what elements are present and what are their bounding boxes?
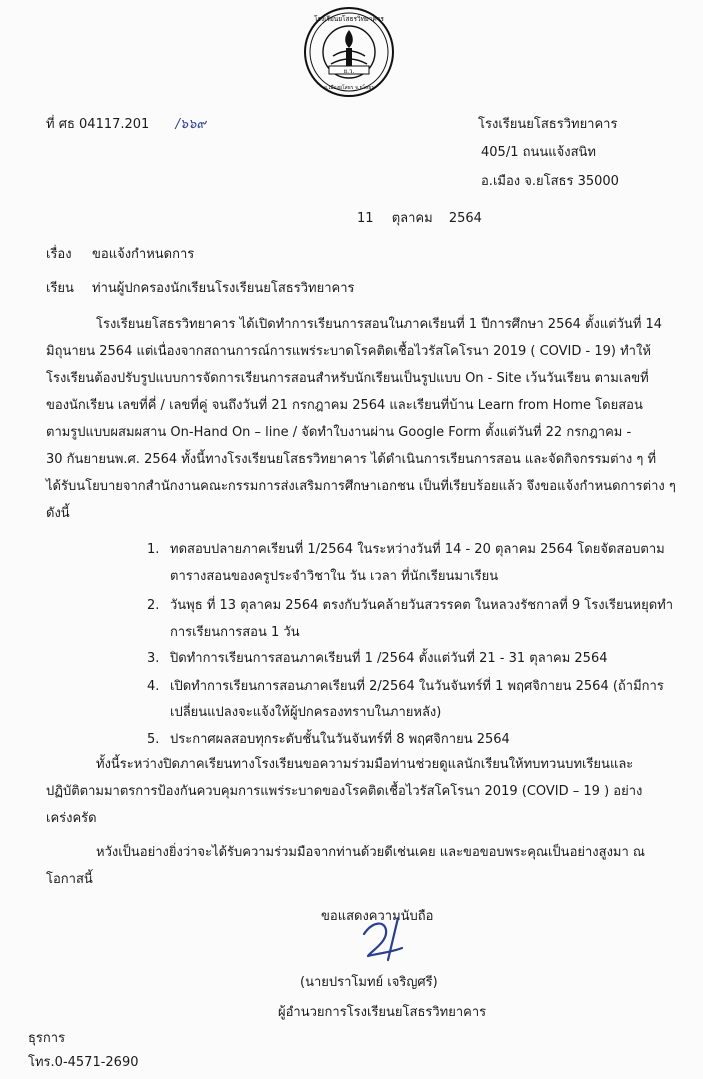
list-item-text: การเรียนการสอน 1 วัน (170, 625, 300, 640)
address-line-2: อ.เมือง จ.ยโสธร 35000 (481, 174, 619, 189)
list-item-number: 2. (147, 598, 160, 613)
salutation-text: ท่านผู้ปกครองนักเรียนโรงเรียนยโสธรวิทยาคาร (92, 281, 355, 296)
date-year: 2564 (448, 211, 482, 226)
address-line-1: 405/1 ถนนแจ้งสนิท (481, 145, 596, 160)
reference-label: ที่ ศธ 04117.201 (46, 117, 150, 132)
footer-phone: โทร.0-4571-2690 (28, 1055, 139, 1070)
list-item-text: วันพุธ ที่ 13 ตุลาคม 2564 ตรงกับวันคล้ายวันสวรรคต ในหลวงรัชกาลที่ 9 โรงเรียนหยุดทำ (170, 598, 674, 613)
seal-base-text: อ.เมืองยโสธร จ.ยโสธร (324, 85, 374, 91)
subject-label: เรื่อง (46, 247, 72, 262)
signer-name: (นายปราโมทย์ เจริญศรี) (300, 975, 438, 990)
footer-department: ธุรการ (28, 1031, 66, 1046)
list-item-text: ปิดทำการเรียนการสอนภาคเรียนที่ 1 /2564 ตั้งแต่วันที่ 21 - 31 ตุลาคม 2564 (170, 651, 608, 666)
list-item-text: ตารางสอนของครูประจำวิชาใน วัน เวลา ที่นักเรียนมาเรียน (170, 569, 499, 584)
list-item-text: ทดสอบปลายภาคเรียนที่ 1/2564 ในระหว่างวันที่ 14 - 20 ตุลาคม 2564 โดยจัดสอบตาม (170, 542, 665, 557)
school-seal-emblem (303, 6, 395, 98)
closing-line: เคร่งครัด (46, 811, 97, 826)
date-month: ตุลาคม (391, 211, 433, 226)
subject-line (46, 247, 195, 262)
hope-line: โอกาสนี้ (46, 872, 93, 887)
body-line: ของนักเรียน เลขที่คี่ / เลขที่คู่ จนถึงวันที่ 21 กรกฎาคม 2564 และเรียนที่บ้าน Learn from Home โดยสอน (46, 398, 643, 413)
list-item-number: 3. (147, 651, 160, 666)
date-day: 11 (357, 211, 374, 226)
reference-suffix: /๖๖๙ (175, 117, 206, 132)
body-line: โรงเรียนต้องปรับรูปแบบการจัดการเรียนการสอนสำหรับนักเรียนเป็นรูปแบบ On - Site เว้นวันเรียน ตามเลขที่ (46, 371, 649, 386)
list-item-number: 1. (147, 542, 160, 557)
seal-initials: ย.ว. (343, 68, 355, 75)
salutation-label: เรียน (46, 281, 74, 296)
closing-line: ทั้งนี้ระหว่างปิดภาคเรียนทางโรงเรียนขอความร่วมมือท่านช่วยดูแลนักเรียนให้ทบทวนบทเรียนและ (96, 757, 634, 772)
body-line: ได้รับนโยบายจากสำนักงานคณะกรรมการส่งเสริมการศึกษาเอกชน เป็นที่เรียบร้อยแล้ว จึงขอแจ้งกำหนดการต่าง ๆ (46, 479, 676, 494)
hope-line: หวังเป็นอย่างยิ่งว่าจะได้รับความร่วมมือจากท่านด้วยดีเช่นเคย และขอขอบพระคุณเป็นอย่างสูงมา ณ (96, 845, 645, 860)
salutation-line (46, 281, 355, 296)
subject-text: ขอแจ้งกำหนดการ (92, 247, 195, 262)
body-line: มิถุนายน 2564 แต่เนื่องจากสถานการณ์การแพร่ระบาดโรคติดเชื้อไวรัสโคโรนา 2019 ( COVID - 19) ทำให้ (46, 344, 651, 359)
closing-line: ปฏิบัติตามมาตรการป้องกันควบคุมการแพร่ระบาดของโรคติดเชื้อไวรัสโคโรนา 2019 (COVID – 19 ) อย่าง (46, 784, 643, 799)
list-item-text: เปิดทำการเรียนการสอนภาคเรียนที่ 2/2564 ในวันจันทร์ที่ 1 พฤศจิกายน 2564 (ถ้ามีการ (170, 679, 664, 694)
seal-arc-text: โรงเรียนยโสธรวิทยาคาร (314, 15, 384, 23)
letter-date (357, 212, 482, 225)
list-item-text: เปลี่ยนแปลงจะแจ้งให้ผู้ปกครองทราบในภายหลัง) (170, 705, 442, 720)
closing-regards: ขอแสดงความนับถือ (321, 909, 434, 924)
reference-number (46, 118, 206, 131)
signer-position: ผู้อำนวยการโรงเรียนยโสธรวิทยาคาร (278, 1005, 487, 1020)
body-line: 30 กันยายนพ.ศ. 2564 ทั้งนี้ทางโรงเรียนยโสธรวิทยาคาร ได้ดำเนินการเรียนการสอน และจัดกิจกรรมต่าง ๆ ที่ (46, 452, 657, 467)
body-line: ตามรูปแบบผสมผสาน On-Hand On – line / จัดทำใบงานผ่าน Google Form ตั้งแต่วันที่ 22 กรกฎาคม - (46, 425, 632, 440)
list-item-number: 5. (147, 732, 160, 747)
body-line: ดังนี้ (46, 506, 70, 521)
list-item-text: ประกาศผลสอบทุกระดับชั้นในวันจันทร์ที่ 8 พฤศจิกายน 2564 (170, 732, 510, 747)
list-item-number: 4. (147, 679, 160, 694)
signature-mark (358, 912, 428, 962)
school-name: โรงเรียนยโสธรวิทยาคาร (478, 117, 618, 132)
body-line: โรงเรียนยโสธรวิทยาคาร ได้เปิดทำการเรียนการสอนในภาคเรียนที่ 1 ปีการศึกษา 2564 ตั้งแต่วันที่ 14 (96, 317, 663, 332)
